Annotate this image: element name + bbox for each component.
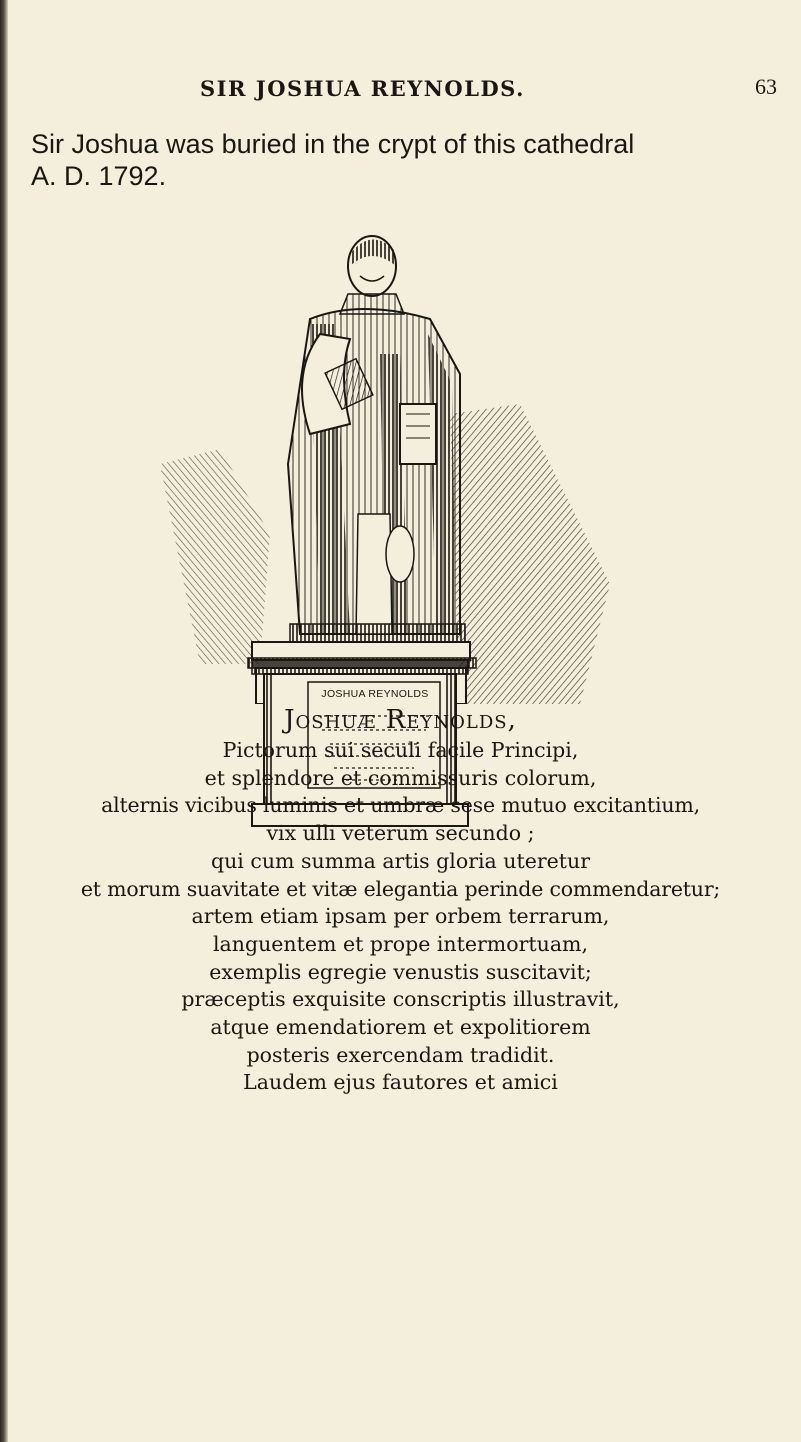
epitaph-line: et splendore et commissuris colorum, <box>204 765 597 790</box>
epitaph-line: et morum suavitate et vitæ elegantia perinde commendaretur; <box>80 876 721 901</box>
intro-paragraph <box>31 128 791 192</box>
epitaph-line: vix ulli veterum secundo ; <box>266 821 535 846</box>
page-number: 63 <box>755 74 777 99</box>
statue-illustration <box>160 214 640 704</box>
epitaph-line: atque emendatiorem et expolitiorem <box>210 1015 591 1040</box>
running-title: SIR JOSHUA REYNOLDS. <box>200 76 525 101</box>
epitaph-line: Laudem ejus fautores et amici <box>243 1070 558 1095</box>
intro-line-2: A. D. 1792. <box>31 161 167 191</box>
epitaph-line: artem etiam ipsam per orbem terrarum, <box>191 904 610 929</box>
epitaph-line: præceptis exquisite conscriptis illustravit, <box>181 987 620 1012</box>
page-header <box>0 76 801 106</box>
epitaph-line: qui cum summa artis gloria uteretur <box>210 848 591 873</box>
epitaph-line: languentem et prope intermortuam, <box>212 931 589 956</box>
epitaph <box>0 703 801 1097</box>
epitaph-line: posteris exercendam tradidit. <box>246 1042 555 1067</box>
statue-figure <box>288 236 465 642</box>
statue-engraving <box>160 214 640 704</box>
plinth-inscription: JOSHUA REYNOLDS <box>321 688 429 700</box>
epitaph-line: exemplis egregie venustis suscitavit; <box>209 959 592 984</box>
epitaph-heading: Joshuæ Reynolds, <box>284 705 517 735</box>
epitaph-line: alternis vicibus luminis et umbræ sese mutuo excitantium, <box>101 793 700 818</box>
intro-line-1: Sir Joshua was buried in the crypt of this cathedral <box>31 129 635 159</box>
epitaph-line: Pictorum sui seculi facile Principi, <box>222 738 579 762</box>
